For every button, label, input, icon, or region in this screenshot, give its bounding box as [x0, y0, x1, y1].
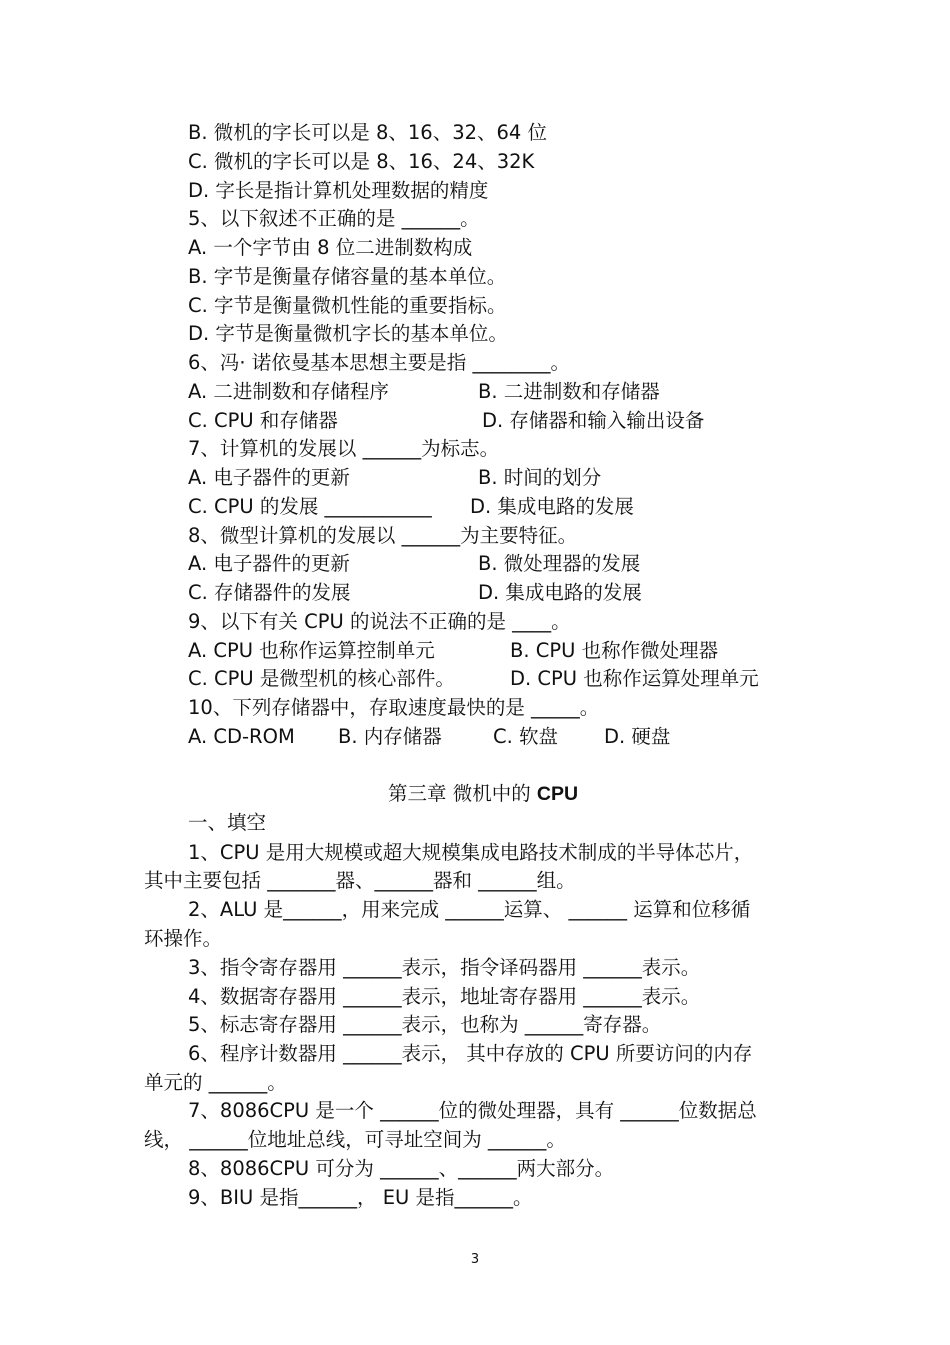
q6-option-a: A. 二进制数和存储程序 — [188, 380, 389, 403]
q8-option-d: D. 集成电路的发展 — [478, 581, 642, 604]
question-7: 7、计算机的发展以 ______为标志。 — [188, 437, 500, 460]
chapter-heading — [388, 781, 578, 807]
q9-option-b: B. CPU 也称作微处理器 — [510, 639, 719, 662]
fill-1-line-1: 1、CPU 是用大规模或超大规模集成电路技术制成的半导体芯片， — [188, 841, 754, 864]
q10-option-d: D. 硬盘 — [604, 725, 671, 748]
fill-5: 5、标志寄存器用 ______表示，也称为 ______寄存器。 — [188, 1013, 662, 1036]
q5-option-a: A. 一个字节由 8 位二进制数构成 — [188, 236, 473, 259]
question-9: 9、以下有关 CPU 的说法不正确的是 ____。 — [188, 610, 571, 633]
question-5: 5、以下叙述不正确的是 ______。 — [188, 207, 480, 230]
fill-4: 4、数据寄存器用 ______表示，地址寄存器用 ______表示。 — [188, 985, 701, 1008]
fill-8: 8、8086CPU 可分为 ______、______两大部分。 — [188, 1157, 615, 1180]
fill-7-line-1: 7、8086CPU 是一个 ______位的微处理器，具有 ______位数据总 — [188, 1099, 757, 1122]
question-8: 8、微型计算机的发展以 ______为主要特征。 — [188, 524, 578, 547]
q9-option-c: C. CPU 是微型机的核心部件。 — [188, 667, 455, 690]
q8-option-b: B. 微处理器的发展 — [478, 552, 641, 575]
q10-option-a: A. CD-ROM — [188, 725, 295, 748]
q9-option-d: D. CPU 也称作运算处理单元 — [510, 667, 759, 690]
fill-3: 3、指令寄存器用 ______表示，指令译码器用 ______表示。 — [188, 956, 701, 979]
q6-option-d: D. 存储器和输入输出设备 — [482, 409, 705, 432]
q9-option-a: A. CPU 也称作运算控制单元 — [188, 639, 435, 662]
q5-option-c: C. 字节是衡量微机性能的重要指标。 — [188, 294, 507, 317]
fill-6-line-2: 单元的 ______。 — [144, 1071, 287, 1094]
fill-6-line-1: 6、程序计数器用 ______表示， 其中存放的 CPU 所要访问的内存 — [188, 1042, 753, 1065]
fill-1-line-2: 其中主要包括 _______器、______器和 ______组。 — [144, 869, 576, 892]
page-number: 3 — [470, 1252, 480, 1267]
fill-2-line-2: 环操作。 — [144, 927, 223, 950]
chapter-heading-cpu: CPU — [536, 783, 579, 805]
fill-9: 9、BIU 是指______， EU 是指______。 — [188, 1186, 533, 1209]
option-c-word-length: C. 微机的字长可以是 8、16、24、32K — [188, 150, 535, 173]
fill-2-line-1: 2、ALU 是______，用来完成 ______运算、 ______ 运算和位移循 — [188, 898, 751, 921]
q6-option-b: B. 二进制数和存储器 — [478, 380, 660, 403]
option-d-word-length: D. 字长是指计算机处理数据的精度 — [188, 179, 489, 202]
q5-option-d: D. 字节是衡量微机字长的基本单位。 — [188, 322, 508, 345]
q8-option-a: A. 电子器件的更新 — [188, 552, 350, 575]
q7-option-c: C. CPU 的发展 ___________ — [188, 495, 432, 518]
option-b-word-length: B. 微机的字长可以是 8、16、32、64 位 — [188, 121, 548, 144]
question-6: 6、冯· 诺依曼基本思想主要是指 ________。 — [188, 351, 571, 374]
chapter-heading-text: 第三章 微机中的 — [388, 782, 537, 805]
section-title: 一、填空 — [188, 811, 267, 834]
q10-option-b: B. 内存储器 — [338, 725, 442, 748]
fill-7-line-2: 线， ______位地址总线，可寻址空间为 ______。 — [144, 1128, 566, 1151]
q7-option-d: D. 集成电路的发展 — [470, 495, 634, 518]
q8-option-c: C. 存储器件的发展 — [188, 581, 351, 604]
q5-option-b: B. 字节是衡量存储容量的基本单位。 — [188, 265, 507, 288]
q10-option-c: C. 软盘 — [493, 725, 559, 748]
q6-option-c: C. CPU 和存储器 — [188, 409, 338, 432]
q7-option-b: B. 时间的划分 — [478, 466, 602, 489]
q7-option-a: A. 电子器件的更新 — [188, 466, 350, 489]
question-10: 10、下列存储器中，存取速度最快的是 _____。 — [188, 696, 600, 719]
